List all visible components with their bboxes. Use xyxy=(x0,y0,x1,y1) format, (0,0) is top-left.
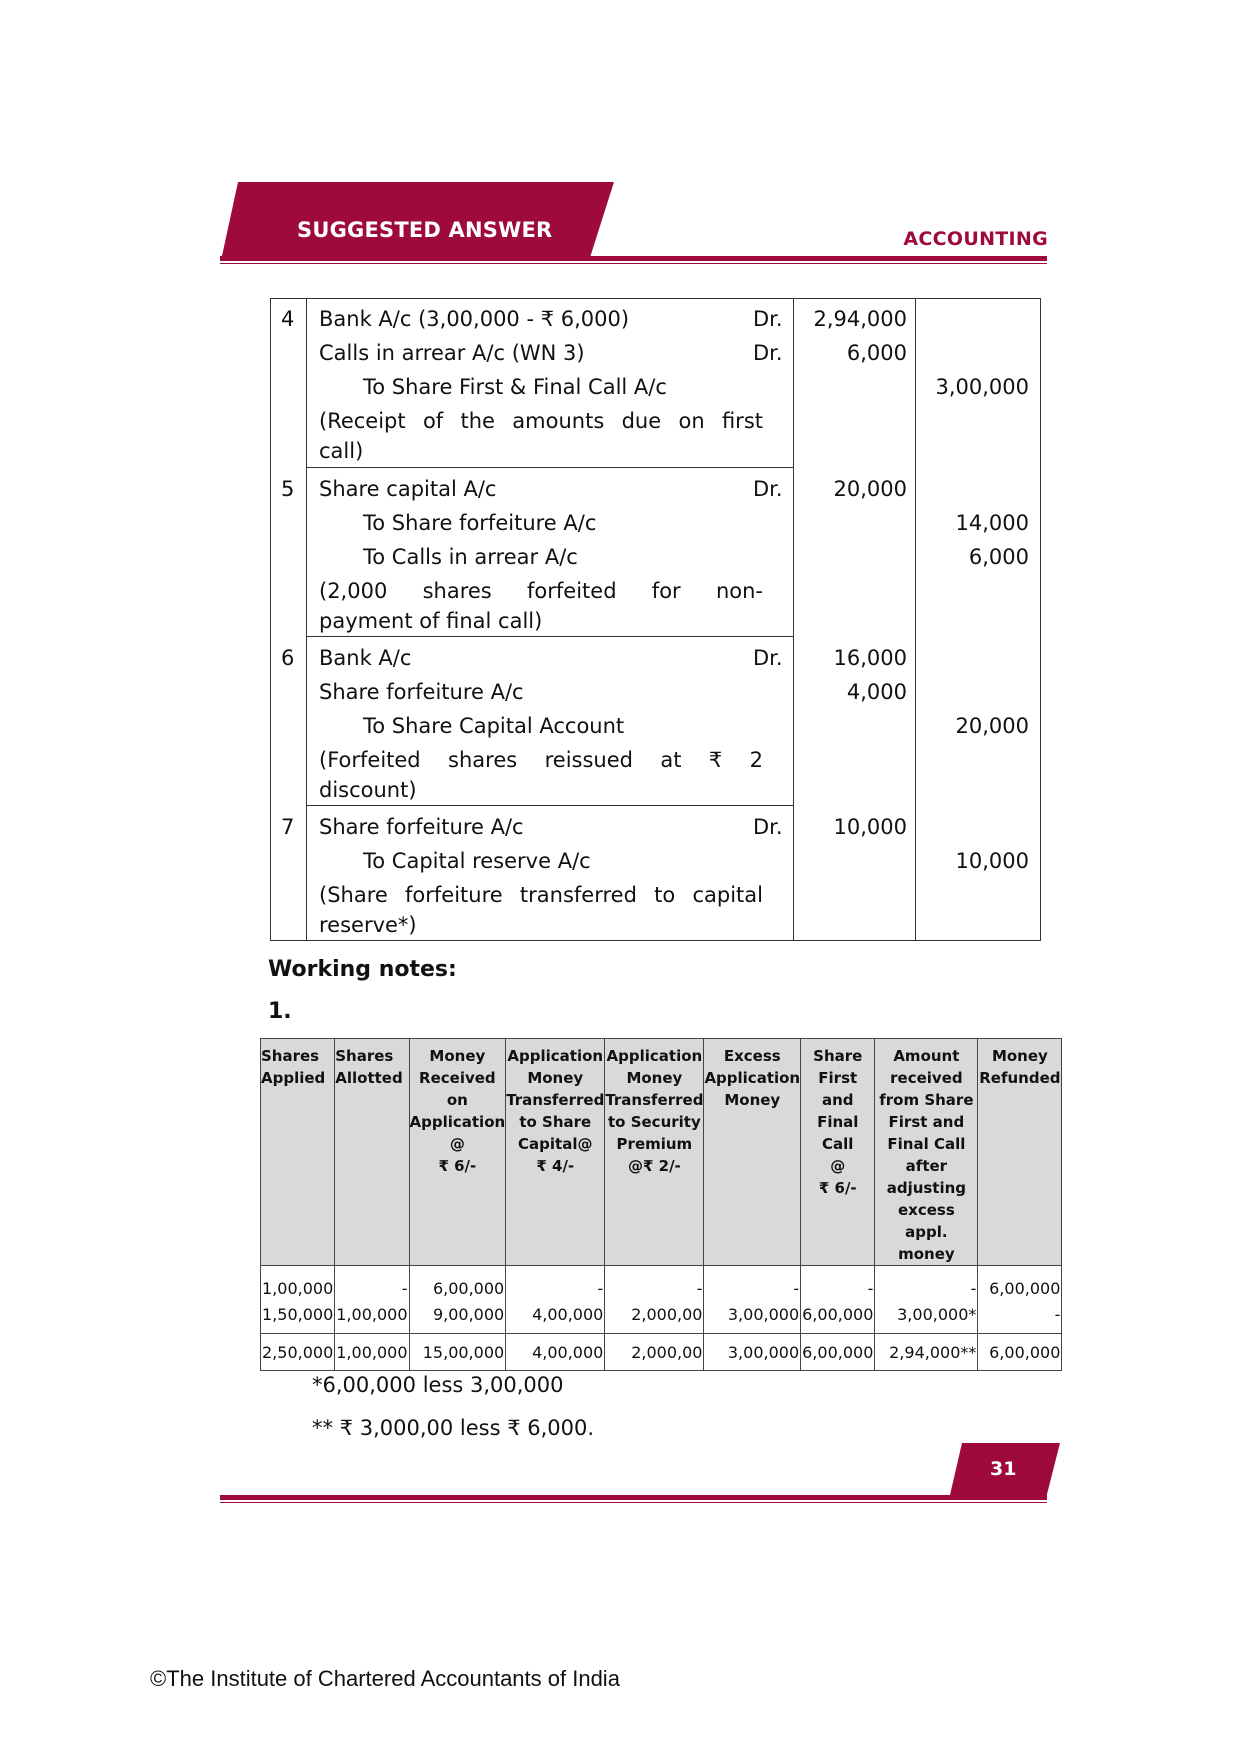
footnote: *6,00,000 less 3,00,000 xyxy=(312,1373,564,1397)
particulars: Share forfeiture A/c xyxy=(319,680,524,704)
total-cell: 4,00,000 xyxy=(506,1334,605,1371)
debit-amount: 10,000 xyxy=(833,815,907,839)
dr-marker: Dr. xyxy=(753,477,783,501)
debit-amount: 6,000 xyxy=(846,341,907,365)
total-cell: 2,50,000 xyxy=(261,1334,335,1371)
dr-marker: Dr. xyxy=(753,646,783,670)
table-cell: 6,00,000 xyxy=(801,1299,875,1329)
working-notes-heading: Working notes: xyxy=(268,957,457,982)
table-cell: - xyxy=(506,1266,605,1300)
table-cell: 9,00,000 xyxy=(409,1299,506,1329)
table-cell: 1,50,000 xyxy=(261,1299,335,1329)
debit-amount: 2,94,000 xyxy=(813,307,907,331)
footer-rule xyxy=(220,1495,1047,1500)
total-cell: 15,00,000 xyxy=(409,1334,506,1371)
table-cell: 1,00,000 xyxy=(261,1266,335,1300)
table-header-row xyxy=(261,1039,1062,1266)
copyright-text: ©The Institute of Chartered Accountants of India xyxy=(150,1666,620,1691)
table-row xyxy=(261,1299,1062,1329)
particulars: To Share forfeiture A/c xyxy=(363,511,597,535)
debit-amount: 16,000 xyxy=(833,646,907,670)
col-header: Application Money Transferred to Share Capital@ ₹ 4/- xyxy=(506,1039,605,1266)
narration: (Share forfeiture transferred to capital xyxy=(319,883,763,907)
dr-marker: Dr. xyxy=(753,815,783,839)
entry-number: 5 xyxy=(281,477,295,501)
table-cell: - xyxy=(605,1266,704,1300)
total-cell: 1,00,000 xyxy=(335,1334,409,1371)
col-divider xyxy=(915,299,916,940)
dr-marker: Dr. xyxy=(753,307,783,331)
debit-amount: 4,000 xyxy=(846,680,907,704)
table-cell: 3,00,000 xyxy=(704,1299,801,1329)
col-divider xyxy=(306,299,307,940)
table-cell: 4,00,000 xyxy=(506,1299,605,1329)
col-header: Shares Allotted xyxy=(335,1039,409,1266)
total-cell: 2,94,000** xyxy=(875,1334,978,1371)
header-subject: ACCOUNTING xyxy=(903,228,1048,250)
particulars: To Calls in arrear A/c xyxy=(363,545,578,569)
entry-number: 6 xyxy=(281,646,295,670)
credit-amount: 3,00,000 xyxy=(935,375,1029,399)
total-cell: 6,00,000 xyxy=(978,1334,1062,1371)
table-cell: - xyxy=(875,1266,978,1300)
col-header: Money Refunded xyxy=(978,1039,1062,1266)
col-header: Excess Application Money xyxy=(704,1039,801,1266)
credit-amount: 20,000 xyxy=(955,714,1029,738)
narration: (Forfeited shares reissued at ₹ 2 xyxy=(319,748,763,772)
col-divider xyxy=(793,299,794,940)
header-rule-thin xyxy=(220,263,1047,264)
entry-number: 7 xyxy=(281,815,295,839)
debit-amount: 20,000 xyxy=(833,477,907,501)
credit-amount: 14,000 xyxy=(955,511,1029,535)
table-cell: 6,00,000 xyxy=(978,1266,1062,1300)
narration: discount) xyxy=(319,778,417,802)
table-cell: - xyxy=(801,1266,875,1300)
table-cell: - xyxy=(704,1266,801,1300)
page-number: 31 xyxy=(990,1458,1017,1480)
col-header: Money Received on Application @ ₹ 6/- xyxy=(409,1039,506,1266)
particulars: Bank A/c xyxy=(319,646,412,670)
credit-amount: 6,000 xyxy=(968,545,1029,569)
table-row xyxy=(261,1266,1062,1300)
header-rule xyxy=(220,256,1047,261)
working-note-number: 1. xyxy=(268,999,292,1024)
narration: (2,000 shares forfeited for non- xyxy=(319,579,763,603)
table-cell: 3,00,000* xyxy=(875,1299,978,1329)
footer-rule-thin xyxy=(220,1502,1047,1503)
working-notes-table xyxy=(260,1038,1062,1371)
entry-divider xyxy=(306,467,793,468)
col-header: Shares Applied xyxy=(261,1039,335,1266)
footnote: ** ₹ 3,000,00 less ₹ 6,000. xyxy=(312,1416,595,1440)
narration: reserve*) xyxy=(319,913,417,937)
total-cell: 6,00,000 xyxy=(801,1334,875,1371)
total-cell: 3,00,000 xyxy=(704,1334,801,1371)
col-header: Amount received from Share First and Final Call after adjusting excess appl. money xyxy=(875,1039,978,1266)
particulars: Share forfeiture A/c xyxy=(319,815,524,839)
table-cell: 2,000,00 xyxy=(605,1299,704,1329)
total-cell: 2,000,00 xyxy=(605,1334,704,1371)
credit-amount: 10,000 xyxy=(955,849,1029,873)
col-header: Share First and Final Call @ ₹ 6/- xyxy=(801,1039,875,1266)
entry-number: 4 xyxy=(281,307,295,331)
particulars: To Capital reserve A/c xyxy=(363,849,591,873)
narration: payment of final call) xyxy=(319,609,543,633)
entry-divider xyxy=(306,805,793,806)
particulars: Share capital A/c xyxy=(319,477,497,501)
narration: (Receipt of the amounts due on first xyxy=(319,409,763,433)
header-title: SUGGESTED ANSWER xyxy=(297,218,553,242)
entry-divider xyxy=(306,636,793,637)
table-cell: - xyxy=(335,1266,409,1300)
col-header: Application Money Transferred to Security Premium @₹ 2/- xyxy=(605,1039,704,1266)
particulars: Bank A/c (3,00,000 - ₹ 6,000) xyxy=(319,307,630,331)
narration: call) xyxy=(319,439,364,463)
table-cell: 1,00,000 xyxy=(335,1299,409,1329)
table-cell: - xyxy=(978,1299,1062,1329)
dr-marker: Dr. xyxy=(753,341,783,365)
journal-table xyxy=(270,298,1041,941)
particulars: Calls in arrear A/c (WN 3) xyxy=(319,341,585,365)
table-cell: 6,00,000 xyxy=(409,1266,506,1300)
particulars: To Share Capital Account xyxy=(363,714,625,738)
particulars: To Share First & Final Call A/c xyxy=(363,375,667,399)
table-total-row xyxy=(261,1334,1062,1371)
